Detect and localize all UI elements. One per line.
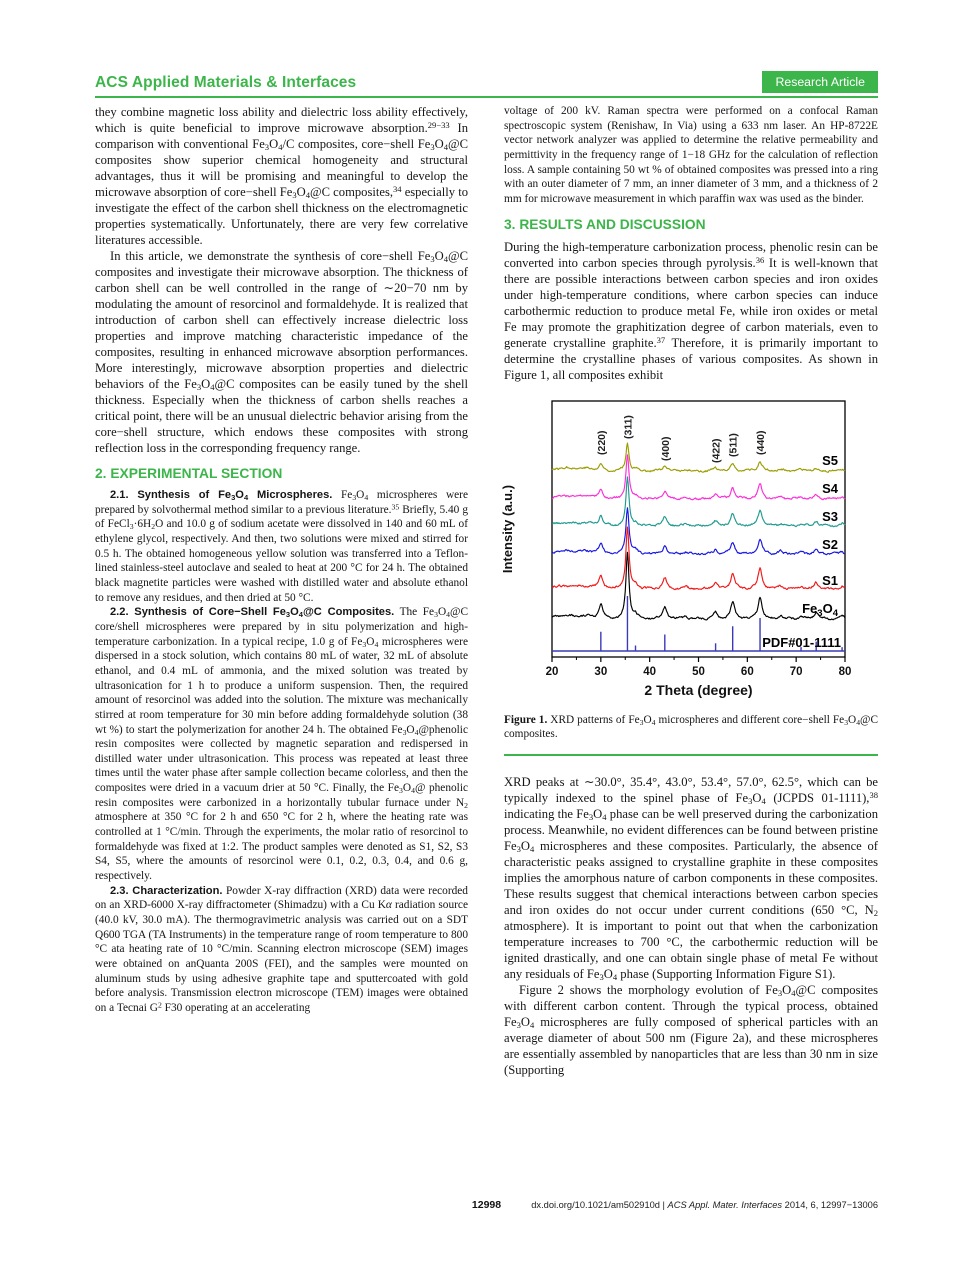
- two-column-body: [95, 104, 878, 1078]
- run-in-heading: 2.1. Synthesis of $Fe_3O_4$ Microspheres.: [110, 489, 333, 502]
- svg-text:(440): (440): [755, 430, 768, 455]
- svg-text:Intensity (a.u.): Intensity (a.u.): [500, 484, 515, 573]
- svg-text:70: 70: [789, 665, 803, 678]
- figure-1: [500, 395, 878, 756]
- section-heading: 3. RESULTS AND DISCUSSION: [504, 216, 706, 232]
- svg-text:80: 80: [838, 665, 852, 678]
- svg-text:Fe3O4: $Fe_3O_4$: [802, 600, 838, 619]
- page-number: 12998: [471, 1199, 502, 1211]
- paragraph: 2.2. Synthesis of Core−Shell $Fe_3O_4@C$ Composites. The $Fe_3O_4@C$ core/shell microspheres were prepared by in situ polymerization and high-temperature carbonization. In a typical recipe, 1.0 g of $Fe_3O_4$ microspheres were dispersed in a stock solution, which contains 80 mL of water, 32 mL of absolute ethanol, and 0.4 mL of ammonia, and the mixed solution was treated by ultrasonication for 1 h to produce a uniform suspension. Then, the required amount of resorcinol was added into the solution. The mixture was mechanically stirred at room temperature for 30 min before adding formaldehyde solution (38 wt %) to start the polymerization for another 24 h. The obtained $Fe_3O_4@phenolic$ resin composites were collected by magnetic separation and redispersed in distilled water under ultrasonication. This process was repeated at least three times until the water phase after sample collection became colorless, and then the composites were dried in a vacuum drier at 50 °C. Finally, the $Fe_3O_4@$ phenolic resin composites were carbonized in a horizontally tubular furnace under $N_2$ atmosphere at 350 °C for 2 h and 650 °C for 2 h, where the heating rate was controlled at 1 °C/min. Through the experiments, the molar ratio of resorcinol to formaldehyde was fixed at 1:2. The product samples were denoted as S1, S2, S3 S4, S5, where the amounts of resorcinol were 0.1, 0.2, 0.3, 0.4, and 0.6 g, respectively.: [95, 606, 469, 883]
- caption-divider: [504, 754, 878, 756]
- svg-text:(220): (220): [595, 430, 608, 455]
- svg-text:2 Theta (degree): 2 Theta (degree): [644, 681, 753, 698]
- run-in-heading: 2.2. Synthesis of Core−Shell $Fe_3O_4@C$ Composites.: [110, 606, 395, 620]
- figure-1-caption: [504, 713, 878, 742]
- xrd-chart: [498, 395, 888, 703]
- section-heading: 2. EXPERIMENTAL SECTION: [95, 466, 283, 481]
- paragraph: In this article, we demonstrate the synthesis of core−shell $Fe_3O_4@C$ composites and investigate their microwave absorption. The thickness of carbon shell can be well controlled in the range of ∼20−70 nm by modulating the amount of resorcinol and formaldehyde. It is realized that introduction of carbon shell can effectively increase dielectric loss properties and improve matching characteristic impedance of the composites, resulting in enhanced microwave absorption performances. More interestingly, microwave absorption properties and dielectric behaviors of the $Fe_3O_4@C$ composites can be easily tuned by the shell thickness. Especially when the thickness of carbon shells reaches a critical point, there will be an unusual dielectric behavior arising from the core−shell structure, which endows these composites with strong reflection loss in the corresponding frequency range.: [95, 249, 468, 455]
- page-footer: [95, 1199, 878, 1215]
- paragraph: XRD peaks at ∼30.0°, 35.4°, 43.0°, 53.4°, 57.0°, 62.5°, which can be typically indexed to the spinel phase of $Fe_3O_4$ (JCPDS 01-1111),$^{38}$ indicating the $Fe_3O_4$ phase can be well preserved during the carbonization process. Meanwhile, no evident differences can be found between pristine $Fe_3O_4$ microspheres and these composites. Particularly, the absence of characteristic peaks assigned to crystalline graphite in these composites implies the amorphous nature of carbon components in these composites. These results suggest that chemical interactions between carbon species and iron oxides do not occur under current conditions (650 °C, $N_2$ atmosphere). It is important to point out that when the carbonization temperature increases to 700 °C, the carbothermic reduction will be ignited drastically, and one can obtain single phase of metal Fe without any residuals of $Fe_3O_4$ phase (Supporting Information Figure S1).: [504, 774, 879, 982]
- paragraph: 2.3. Characterization. Powder X-ray diffraction (XRD) data were recorded on an XRD-6000 X-ray diffractometer (Shimadzu) with a Cu Kα radiation source (40.0 kV, 30.0 mA). The thermogravimetric analysis was carried out on a SDT Q600 TGA (TA Instruments) in the temperature range of room temperature to 800 °C ata heating rate of 10 °C/min. Scanning electron microscope (SEM) images were obtained on anQuanta 200S (FEI), and the samples were mounted on aluminum studs by using adhesive graphite tape and sputtercoated with gold before analysis. Transmission electron microscope (TEM) images were obtained on a Tecnai $G^2$ F30 operating at an accelerating: [95, 884, 468, 1014]
- right-column: [500, 104, 879, 1078]
- svg-text:40: 40: [643, 665, 657, 678]
- left-column: [95, 104, 468, 1078]
- article-type-badge: Research Article: [762, 71, 878, 93]
- svg-text:S4: S4: [822, 480, 838, 496]
- svg-text:30: 30: [594, 665, 608, 678]
- svg-text:(422): (422): [710, 438, 723, 463]
- paragraph: voltage of 200 kV. Raman spectra were performed on a confocal Raman spectroscopic system (Renishaw, In Via) using a 633 nm laser. An HP-8722E vector network analyzer was applied to determine the relative permeability and permittivity in the frequency range of 1−18 GHz for the calculation of reflection loss. A sample containing 50 wt % of obtained composites was pressed into a ring with an outer diameter of 7 mm, an inner diameter of 3 mm, and a thickness of 2 mm for microwave measurement in which paraffin wax was used as the binder.: [504, 105, 878, 205]
- right-column-bottom: [504, 774, 878, 1078]
- svg-text:(511): (511): [727, 432, 740, 457]
- paragraph: 2.1. Synthesis of $Fe_3O_4$ Microspheres. $Fe_3O_4$ microspheres were prepared by solvothermal method similar to a previous literature.$^{35}$ Briefly, 5.40 g of $FeCl_3\cdot 6H_2O$ and 10.0 g of sodium acetate were dissolved in 140 and 60 mL of ethylene glycol, respectively. And then, two solutions were mixed and stirred for 0.5 h. The obtained homogeneous yellow solution was transferred into a Teflon-lined stainless-steel autoclave and sealed to heat at 200 °C for 24 h. The obtained black magnetite particles were washed with distilled water and absolute ethanol to remove any residues, and then dried at 50 °C.: [95, 489, 469, 604]
- paragraph: Figure 2 shows the morphology evolution of $Fe_3O_4@C$ composites with different carbon content. Through the typical process, obtained $Fe_3O_4$ microspheres are fully composed of spherical particles with an average diameter of about 500 nm (Figure 2a), and these microspheres are essentially assembled by nanoparticles that are less than 30 nm in size (Supporting: [504, 982, 878, 1077]
- svg-text:60: 60: [740, 665, 754, 678]
- figure-caption-lead: Figure 1.: [504, 713, 548, 726]
- svg-text:(400): (400): [659, 436, 672, 461]
- run-in-heading: 2.3. Characterization.: [110, 884, 223, 897]
- svg-text:50: 50: [692, 665, 705, 678]
- right-column-top: [504, 104, 878, 383]
- svg-text:S1: S1: [822, 572, 838, 588]
- svg-text:S5: S5: [822, 452, 838, 468]
- svg-text:20: 20: [545, 665, 559, 678]
- svg-text:PDF#01-1111: PDF#01-1111: [762, 634, 841, 650]
- page-header: [95, 64, 878, 98]
- figure-caption-text: XRD patterns of $Fe_3O_4$ microspheres and different core−shell $Fe_3O_4@C$ composites.: [504, 713, 878, 741]
- paragraph: During the high-temperature carbonization process, phenolic resin can be converted into carbon species through pyrolysis.$^{36}$ It is well-known that there are possible interactions between carbon species and iron oxides under high-temperature conditions, where carbon species can induce carbothermic reduction to produce metal Fe, while iron oxides or metal Fe may promote the graphitization degree of carbon materials, even to generate crystalline graphite.$^{37}$ Therefore, it is primarily important to determine the crystalline phases of various composites. As shown in Figure 1, all composites exhibit: [504, 239, 879, 382]
- doi-citation: dx.doi.org/10.1021/am502910d | ACS Appl. Mater. Interfaces 2014, 6, 12997−13006: [531, 1200, 878, 1210]
- svg-text:(311): (311): [622, 414, 635, 439]
- paragraph: they combine magnetic loss ability and dielectric loss ability effectively, which is quite beneficial to improve microwave absorption.$^{29-33}$ In comparison with conventional $Fe_3O_4/C$ composites, core−shell $Fe_3O_4@C$ composites show superior chemical homogeneity and structural advantages, thus it will be promising and meaningful to develop the microwave absorption of core−shell $Fe_3O_4@C$ composites,$^{34}$ especially to investigate the effect of the carbon shell thickness on the electromagnetic properties systematically. Unfortunately, there are very few correlative literatures accessible.: [95, 105, 469, 247]
- svg-text:S3: S3: [822, 508, 838, 524]
- journal-title: ACS Applied Materials & Interfaces: [95, 74, 357, 91]
- svg-text:S2: S2: [822, 536, 838, 552]
